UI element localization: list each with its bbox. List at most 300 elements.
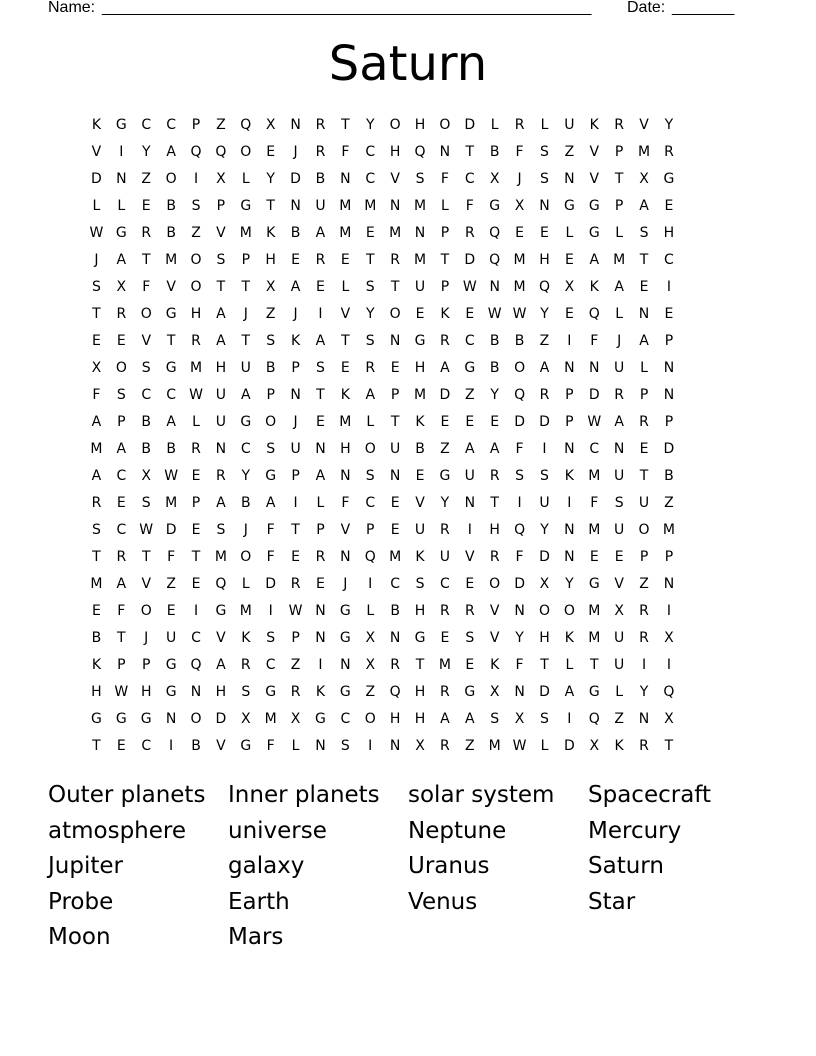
grid-letter[interactable]: E <box>639 279 649 295</box>
grid-letter[interactable]: I <box>666 657 671 673</box>
grid-letter[interactable]: E <box>266 144 276 160</box>
grid-letter[interactable]: R <box>440 603 450 619</box>
grid-letter[interactable]: J <box>243 306 248 322</box>
grid-letter[interactable]: S <box>141 495 151 511</box>
grid-letter[interactable]: Q <box>514 387 526 403</box>
grid-letter[interactable]: B <box>91 630 102 646</box>
grid-letter[interactable]: G <box>165 306 177 322</box>
grid-letter[interactable]: F <box>590 495 599 511</box>
grid-letter[interactable]: G <box>663 171 675 187</box>
grid-letter[interactable]: T <box>216 279 226 295</box>
grid-letter[interactable]: G <box>588 198 600 214</box>
grid-letter[interactable]: D <box>91 171 102 187</box>
grid-letter[interactable]: G <box>165 657 177 673</box>
grid-letter[interactable]: N <box>116 171 127 187</box>
grid-letter[interactable]: S <box>116 387 126 403</box>
grid-letter[interactable]: M <box>264 711 277 727</box>
grid-letter[interactable]: D <box>464 117 476 133</box>
grid-letter[interactable]: S <box>515 468 525 484</box>
grid-letter[interactable]: H <box>190 306 202 322</box>
grid-letter[interactable]: M <box>90 576 103 592</box>
grid-letter[interactable]: D <box>290 171 301 187</box>
grid-letter[interactable]: S <box>92 522 101 538</box>
grid-letter[interactable]: K <box>440 306 450 322</box>
grid-letter[interactable]: I <box>193 603 199 619</box>
grid-letter[interactable]: I <box>169 738 174 754</box>
grid-letter[interactable]: O <box>514 360 526 376</box>
grid-letter[interactable]: F <box>341 144 350 160</box>
grid-letter[interactable]: M <box>389 549 402 565</box>
grid-letter[interactable]: U <box>165 630 177 646</box>
grid-letter[interactable]: T <box>241 279 251 295</box>
grid-letter[interactable]: L <box>615 306 624 322</box>
grid-letter[interactable]: I <box>517 495 522 511</box>
grid-letter[interactable]: E <box>415 306 425 322</box>
grid-letter[interactable]: A <box>614 414 624 430</box>
grid-letter[interactable]: F <box>92 387 101 403</box>
grid-letter[interactable]: V <box>390 171 400 187</box>
grid-letter[interactable]: T <box>141 549 151 565</box>
grid-letter[interactable]: I <box>467 522 472 538</box>
grid-letter[interactable]: K <box>589 279 599 295</box>
grid-letter[interactable]: B <box>290 225 301 241</box>
grid-letter[interactable]: O <box>240 144 252 160</box>
grid-letter[interactable]: M <box>339 225 352 241</box>
grid-letter[interactable]: K <box>340 387 350 403</box>
grid-letter[interactable]: A <box>91 414 102 430</box>
grid-letter[interactable]: G <box>439 468 451 484</box>
grid-letter[interactable]: O <box>364 441 376 457</box>
grid-letter[interactable]: E <box>116 333 126 349</box>
grid-letter[interactable]: W <box>288 603 303 619</box>
grid-letter[interactable]: R <box>639 738 649 754</box>
grid-letter[interactable]: L <box>615 684 624 700</box>
grid-letter[interactable]: H <box>414 711 426 727</box>
grid-letter[interactable]: N <box>663 387 675 403</box>
grid-letter[interactable]: V <box>340 306 351 322</box>
grid-letter[interactable]: N <box>663 576 675 592</box>
grid-letter[interactable]: V <box>166 279 176 295</box>
grid-letter[interactable]: T <box>291 522 300 538</box>
grid-letter[interactable]: E <box>564 306 574 322</box>
grid-letter[interactable]: S <box>266 630 276 646</box>
grid-letter[interactable]: D <box>539 549 550 565</box>
grid-letter[interactable]: M <box>588 603 601 619</box>
grid-letter[interactable]: Q <box>588 711 600 727</box>
grid-letter[interactable]: Q <box>190 144 202 160</box>
grid-letter[interactable]: M <box>413 252 427 268</box>
grid-letter[interactable]: R <box>315 117 326 133</box>
grid-letter[interactable]: A <box>241 387 251 403</box>
grid-letter[interactable]: T <box>365 252 375 268</box>
grid-letter[interactable]: J <box>293 306 298 322</box>
grid-letter[interactable]: N <box>439 144 451 160</box>
grid-letter[interactable]: P <box>614 198 624 214</box>
grid-letter[interactable]: I <box>666 603 671 619</box>
grid-letter[interactable]: E <box>390 360 400 376</box>
grid-letter[interactable]: X <box>290 711 301 727</box>
grid-letter[interactable]: U <box>390 441 401 457</box>
grid-letter[interactable]: O <box>364 711 376 727</box>
grid-letter[interactable]: T <box>390 414 400 430</box>
grid-letter[interactable]: M <box>239 603 252 619</box>
grid-letter[interactable]: I <box>666 279 671 295</box>
grid-letter[interactable]: V <box>216 738 226 754</box>
grid-letter[interactable]: K <box>266 225 276 241</box>
grid-letter[interactable]: U <box>240 360 251 376</box>
grid-letter[interactable]: E <box>465 414 475 430</box>
grid-letter[interactable]: I <box>567 495 572 511</box>
grid-letter[interactable]: V <box>614 576 624 592</box>
grid-letter[interactable]: B <box>415 441 425 457</box>
grid-letter[interactable]: R <box>639 414 649 430</box>
grid-letter[interactable]: S <box>216 252 226 268</box>
grid-letter[interactable]: P <box>366 522 375 538</box>
grid-letter[interactable]: T <box>341 333 350 349</box>
grid-letter[interactable]: O <box>140 603 152 619</box>
grid-letter[interactable]: I <box>318 306 323 322</box>
grid-letter[interactable]: E <box>92 603 101 619</box>
grid-letter[interactable]: N <box>613 441 625 457</box>
grid-letter[interactable]: B <box>664 468 674 484</box>
grid-letter[interactable]: F <box>117 603 126 619</box>
grid-letter[interactable]: H <box>489 522 500 538</box>
grid-letter[interactable]: K <box>241 630 251 646</box>
grid-letter[interactable]: N <box>290 198 301 214</box>
grid-letter[interactable]: L <box>291 738 300 754</box>
grid-letter[interactable]: C <box>141 738 152 754</box>
grid-letter[interactable]: A <box>489 441 500 457</box>
grid-letter[interactable]: E <box>291 252 300 268</box>
grid-letter[interactable]: Y <box>440 495 450 511</box>
grid-letter[interactable]: C <box>664 252 674 268</box>
grid-letter[interactable]: T <box>266 198 275 214</box>
grid-letter[interactable]: I <box>193 171 199 187</box>
grid-letter[interactable]: C <box>166 117 176 133</box>
grid-letter[interactable]: U <box>638 495 650 511</box>
grid-letter[interactable]: Y <box>241 468 251 484</box>
grid-letter[interactable]: P <box>191 495 201 511</box>
grid-letter[interactable]: R <box>116 549 127 565</box>
grid-letter[interactable]: D <box>563 738 575 754</box>
grid-letter[interactable]: F <box>266 522 275 538</box>
grid-letter[interactable]: F <box>440 171 449 187</box>
grid-letter[interactable]: F <box>590 333 599 349</box>
grid-letter[interactable]: M <box>588 468 601 484</box>
grid-letter[interactable]: G <box>115 117 127 133</box>
grid-letter[interactable]: H <box>215 684 227 700</box>
grid-letter[interactable]: Q <box>514 522 526 538</box>
grid-letter[interactable]: O <box>389 117 401 133</box>
grid-letter[interactable]: V <box>589 144 600 160</box>
grid-letter[interactable]: H <box>265 252 276 268</box>
grid-letter[interactable]: T <box>316 387 325 403</box>
grid-letter[interactable]: E <box>166 603 176 619</box>
grid-letter[interactable]: H <box>91 684 102 700</box>
grid-letter[interactable]: M <box>364 198 377 214</box>
grid-letter[interactable]: Y <box>515 630 524 646</box>
grid-letter[interactable]: H <box>414 360 426 376</box>
grid-letter[interactable]: Z <box>465 738 475 754</box>
grid-letter[interactable]: S <box>365 468 375 484</box>
grid-letter[interactable]: U <box>414 522 426 538</box>
grid-letter[interactable]: N <box>315 603 326 619</box>
grid-letter[interactable]: S <box>490 711 500 727</box>
grid-letter[interactable]: L <box>241 576 250 592</box>
grid-letter[interactable]: B <box>141 441 152 457</box>
grid-letter[interactable]: Z <box>191 225 201 241</box>
grid-letter[interactable]: S <box>415 576 425 592</box>
grid-letter[interactable]: T <box>540 657 549 673</box>
grid-letter[interactable]: O <box>190 711 202 727</box>
grid-letter[interactable]: G <box>215 603 227 619</box>
grid-letter[interactable]: H <box>389 711 401 727</box>
grid-letter[interactable]: N <box>315 738 326 754</box>
grid-letter[interactable]: E <box>291 549 300 565</box>
grid-letter[interactable]: L <box>540 738 549 754</box>
grid-letter[interactable]: G <box>414 333 426 349</box>
grid-letter[interactable]: P <box>664 549 674 565</box>
grid-letter[interactable]: C <box>390 576 401 592</box>
grid-letter[interactable]: N <box>539 198 550 214</box>
grid-letter[interactable]: Z <box>664 495 674 511</box>
grid-letter[interactable]: F <box>266 549 275 565</box>
grid-letter[interactable]: S <box>639 225 649 241</box>
grid-letter[interactable]: U <box>614 630 625 646</box>
grid-letter[interactable]: T <box>465 144 475 160</box>
grid-letter[interactable]: M <box>513 279 526 295</box>
grid-letter[interactable]: G <box>339 630 351 646</box>
grid-letter[interactable]: R <box>514 117 525 133</box>
grid-letter[interactable]: L <box>241 171 250 187</box>
grid-letter[interactable]: G <box>265 684 277 700</box>
grid-letter[interactable]: K <box>91 117 102 133</box>
grid-letter[interactable]: L <box>192 414 200 430</box>
grid-letter[interactable]: D <box>439 387 451 403</box>
grid-letter[interactable]: R <box>365 360 376 376</box>
grid-letter[interactable]: P <box>390 387 400 403</box>
grid-letter[interactable]: X <box>589 738 600 754</box>
grid-letter[interactable]: E <box>440 414 450 430</box>
grid-letter[interactable]: S <box>415 171 425 187</box>
grid-letter[interactable]: R <box>639 603 649 619</box>
grid-letter[interactable]: U <box>614 522 625 538</box>
grid-letter[interactable]: M <box>513 252 526 268</box>
grid-letter[interactable]: G <box>115 225 127 241</box>
grid-letter[interactable]: W <box>89 225 104 241</box>
grid-letter[interactable]: K <box>564 630 574 646</box>
grid-letter[interactable]: O <box>538 603 550 619</box>
grid-letter[interactable]: N <box>389 468 401 484</box>
grid-letter[interactable]: T <box>92 549 101 565</box>
grid-letter[interactable]: C <box>240 441 251 457</box>
grid-letter[interactable]: V <box>489 630 500 646</box>
grid-letter[interactable]: E <box>564 252 574 268</box>
grid-letter[interactable]: O <box>240 549 252 565</box>
grid-letter[interactable]: Z <box>290 657 301 673</box>
grid-letter[interactable]: Y <box>565 576 574 592</box>
grid-letter[interactable]: P <box>316 522 325 538</box>
grid-letter[interactable]: C <box>141 117 152 133</box>
grid-letter[interactable]: T <box>191 549 201 565</box>
grid-letter[interactable]: A <box>166 414 176 430</box>
grid-letter[interactable]: G <box>265 468 277 484</box>
grid-letter[interactable]: L <box>540 117 549 133</box>
grid-letter[interactable]: F <box>266 738 275 754</box>
grid-letter[interactable]: X <box>365 657 376 673</box>
grid-letter[interactable]: S <box>141 360 151 376</box>
grid-letter[interactable]: G <box>339 603 351 619</box>
grid-letter[interactable]: S <box>266 333 276 349</box>
grid-letter[interactable]: R <box>216 468 226 484</box>
grid-letter[interactable]: Q <box>215 576 227 592</box>
grid-letter[interactable]: R <box>464 603 475 619</box>
grid-letter[interactable]: X <box>489 684 500 700</box>
grid-letter[interactable]: N <box>514 603 525 619</box>
grid-letter[interactable]: E <box>614 549 624 565</box>
grid-letter[interactable]: A <box>116 576 127 592</box>
grid-letter[interactable]: D <box>464 252 476 268</box>
grid-letter[interactable]: V <box>216 225 226 241</box>
grid-letter[interactable]: X <box>614 603 624 619</box>
grid-letter[interactable]: Y <box>365 306 375 322</box>
grid-letter[interactable]: E <box>340 360 350 376</box>
grid-letter[interactable]: S <box>365 279 375 295</box>
grid-letter[interactable]: Q <box>414 144 426 160</box>
grid-letter[interactable]: S <box>365 333 375 349</box>
grid-letter[interactable]: R <box>440 684 450 700</box>
grid-letter[interactable]: X <box>265 117 276 133</box>
grid-letter[interactable]: A <box>116 441 127 457</box>
grid-letter[interactable]: J <box>243 522 248 538</box>
grid-letter[interactable]: Y <box>365 117 375 133</box>
grid-letter[interactable]: N <box>290 387 301 403</box>
grid-letter[interactable]: H <box>414 117 426 133</box>
grid-letter[interactable]: P <box>440 225 450 241</box>
grid-letter[interactable]: H <box>389 144 401 160</box>
grid-letter[interactable]: P <box>664 333 674 349</box>
grid-letter[interactable]: N <box>190 684 202 700</box>
name-field[interactable]: _______________________________________________________ <box>102 0 592 16</box>
grid-letter[interactable]: S <box>241 684 251 700</box>
grid-letter[interactable]: U <box>290 441 301 457</box>
grid-letter[interactable]: T <box>241 333 251 349</box>
grid-letter[interactable]: J <box>517 171 522 187</box>
date-field[interactable]: _______ <box>672 0 735 16</box>
grid-letter[interactable]: B <box>489 144 500 160</box>
grid-letter[interactable]: K <box>91 657 102 673</box>
grid-letter[interactable]: K <box>415 414 425 430</box>
grid-letter[interactable]: O <box>489 576 501 592</box>
grid-letter[interactable]: U <box>215 387 227 403</box>
grid-letter[interactable]: Z <box>265 306 276 322</box>
grid-letter[interactable]: W <box>139 522 154 538</box>
grid-letter[interactable]: Q <box>364 549 376 565</box>
grid-letter[interactable]: G <box>91 711 102 727</box>
grid-letter[interactable]: B <box>166 225 176 241</box>
grid-letter[interactable]: Z <box>614 711 624 727</box>
grid-letter[interactable]: B <box>240 495 251 511</box>
grid-letter[interactable]: U <box>439 549 451 565</box>
grid-letter[interactable]: R <box>614 117 625 133</box>
grid-letter[interactable]: A <box>216 333 226 349</box>
grid-letter[interactable]: Z <box>465 387 475 403</box>
grid-letter[interactable]: M <box>339 198 352 214</box>
grid-letter[interactable]: R <box>315 252 326 268</box>
grid-letter[interactable]: R <box>390 657 400 673</box>
grid-letter[interactable]: T <box>415 657 425 673</box>
grid-letter[interactable]: K <box>614 738 624 754</box>
grid-letter[interactable]: N <box>564 360 575 376</box>
grid-letter[interactable]: H <box>414 603 426 619</box>
grid-letter[interactable]: M <box>413 387 427 403</box>
grid-letter[interactable]: W <box>512 306 527 322</box>
grid-letter[interactable]: X <box>365 630 376 646</box>
grid-letter[interactable]: L <box>490 117 499 133</box>
grid-letter[interactable]: L <box>316 495 325 511</box>
grid-letter[interactable]: U <box>614 657 625 673</box>
grid-letter[interactable]: F <box>465 198 474 214</box>
grid-letter[interactable]: I <box>567 333 572 349</box>
grid-letter[interactable]: E <box>390 522 400 538</box>
grid-letter[interactable]: W <box>164 468 179 484</box>
grid-letter[interactable]: P <box>664 414 674 430</box>
grid-letter[interactable]: A <box>639 198 649 214</box>
grid-letter[interactable]: P <box>266 387 275 403</box>
grid-letter[interactable]: N <box>564 549 575 565</box>
grid-letter[interactable]: U <box>614 360 625 376</box>
grid-letter[interactable]: A <box>91 468 102 484</box>
grid-letter[interactable]: B <box>265 360 276 376</box>
grid-letter[interactable]: T <box>440 252 450 268</box>
grid-letter[interactable]: O <box>140 306 152 322</box>
grid-letter[interactable]: R <box>240 657 251 673</box>
grid-letter[interactable]: H <box>539 630 550 646</box>
grid-letter[interactable]: C <box>141 387 152 403</box>
grid-letter[interactable]: N <box>489 279 500 295</box>
grid-letter[interactable]: N <box>638 711 650 727</box>
grid-letter[interactable]: E <box>191 576 201 592</box>
grid-letter[interactable]: N <box>638 306 650 322</box>
grid-letter[interactable]: C <box>365 144 376 160</box>
grid-letter[interactable]: T <box>664 738 674 754</box>
grid-letter[interactable]: K <box>564 468 574 484</box>
grid-letter[interactable]: A <box>639 333 649 349</box>
grid-letter[interactable]: X <box>514 198 525 214</box>
grid-letter[interactable]: H <box>340 441 351 457</box>
grid-letter[interactable]: D <box>215 711 227 727</box>
grid-letter[interactable]: S <box>340 738 350 754</box>
grid-letter[interactable]: V <box>489 603 500 619</box>
grid-letter[interactable]: B <box>489 360 500 376</box>
grid-letter[interactable]: M <box>438 657 451 673</box>
grid-letter[interactable]: A <box>216 657 226 673</box>
grid-letter[interactable]: Z <box>141 171 152 187</box>
grid-letter[interactable]: Q <box>389 684 401 700</box>
grid-letter[interactable]: G <box>240 738 252 754</box>
grid-letter[interactable]: P <box>639 549 649 565</box>
grid-letter[interactable]: V <box>216 630 226 646</box>
grid-letter[interactable]: L <box>92 198 101 214</box>
grid-letter[interactable]: L <box>565 225 574 241</box>
grid-letter[interactable]: E <box>515 225 525 241</box>
grid-letter[interactable]: W <box>487 306 502 322</box>
grid-letter[interactable]: S <box>216 522 226 538</box>
grid-letter[interactable]: B <box>514 333 525 349</box>
grid-letter[interactable]: T <box>639 468 649 484</box>
grid-letter[interactable]: I <box>368 738 373 754</box>
grid-letter[interactable]: D <box>539 414 550 430</box>
